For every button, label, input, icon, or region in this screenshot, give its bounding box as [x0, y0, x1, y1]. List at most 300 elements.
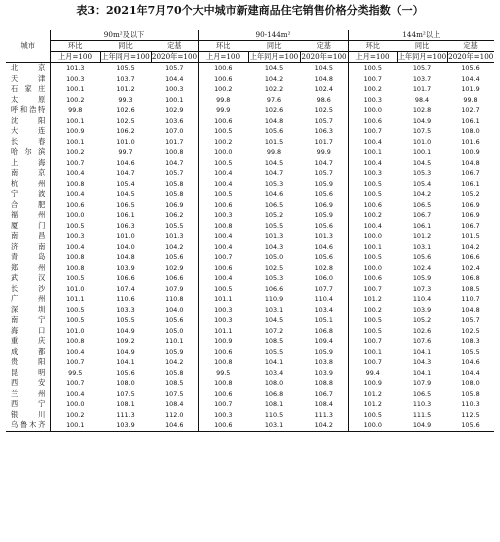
- index-value-cell: 108.4: [314, 400, 333, 408]
- index-value-cell: 104.9: [397, 420, 447, 431]
- index-value-cell: 105.5: [461, 347, 480, 356]
- index-value-cell: 102.6: [116, 106, 135, 114]
- index-value-cell: 104.2: [264, 74, 284, 83]
- index-value-cell: 108.8: [314, 379, 333, 387]
- base-header-yoy: 上年同月=100: [249, 52, 299, 61]
- index-value-cell: 100.6: [198, 389, 248, 400]
- table-row: [6, 305, 494, 316]
- index-value-cell: 106.7: [412, 211, 432, 219]
- index-value-cell: 100.6: [348, 273, 397, 284]
- index-value-cell: 108.5: [165, 379, 184, 387]
- index-value-cell: 105.7: [165, 64, 184, 72]
- index-value-cell: 99.9: [316, 148, 331, 156]
- index-value-cell: 100.7: [50, 158, 100, 169]
- city-name-cell: 深圳: [11, 304, 46, 314]
- index-value-cell: 105.8: [165, 190, 184, 198]
- table-row: [6, 399, 494, 410]
- table-row: [6, 84, 494, 95]
- index-value-cell: 105.2: [412, 316, 432, 324]
- base-header-mom: 上月=100: [198, 52, 248, 63]
- index-value-cell: 106.7: [461, 221, 480, 230]
- table-row: [6, 179, 494, 190]
- city-name-cell: 青岛: [11, 252, 46, 261]
- index-value-cell: 105.3: [264, 274, 284, 282]
- index-value-cell: 108.0: [461, 379, 480, 387]
- index-value-cell: 100.6: [348, 116, 397, 127]
- index-value-cell: 107.5: [165, 389, 184, 398]
- index-value-cell: 100.0: [348, 231, 397, 242]
- index-value-cell: 100.6: [198, 347, 248, 358]
- table-row: [6, 95, 494, 106]
- index-value-cell: 107.3: [412, 284, 432, 293]
- index-value-cell: 100.1: [50, 116, 100, 127]
- index-value-cell: 101.3: [165, 232, 184, 240]
- index-value-cell: 106.3: [314, 127, 333, 135]
- index-value-cell: 105.5: [116, 316, 135, 324]
- index-value-cell: 100.6: [50, 200, 100, 211]
- sub-header-mom: 环比: [50, 41, 100, 52]
- index-value-cell: 110.7: [461, 295, 480, 303]
- table-row: [6, 147, 494, 158]
- city-name-cell: 济南: [11, 241, 46, 251]
- index-value-cell: 100.2: [348, 210, 397, 221]
- index-value-cell: 102.7: [461, 106, 480, 114]
- index-value-cell: 100.3: [198, 410, 248, 421]
- table-row: [6, 273, 494, 284]
- table-row: [6, 410, 494, 421]
- index-value-cell: 100.6: [198, 200, 248, 211]
- index-value-cell: 101.0: [50, 284, 100, 295]
- index-value-cell: 106.1: [116, 211, 135, 219]
- index-value-cell: 100.7: [348, 336, 397, 347]
- index-value-cell: 103.9: [116, 263, 135, 272]
- index-value-cell: 111.5: [412, 410, 432, 419]
- index-value-cell: 100.5: [198, 126, 248, 137]
- index-value-cell: 103.9: [314, 368, 333, 377]
- index-value-cell: 100.3: [198, 315, 248, 326]
- city-name-cell: 哈尔滨: [11, 147, 46, 156]
- index-value-cell: 100.8: [198, 357, 248, 368]
- index-value-cell: 110.8: [165, 295, 184, 303]
- index-value-cell: 104.8: [116, 253, 135, 261]
- sub-header-base: 定基: [463, 41, 478, 50]
- index-value-cell: 99.8: [463, 95, 478, 104]
- index-value-cell: 102.9: [165, 263, 184, 272]
- index-value-cell: 106.9: [461, 200, 480, 209]
- index-value-cell: 100.1: [50, 420, 100, 431]
- base-header-mom: 上月=100: [50, 52, 100, 63]
- table-row: [6, 63, 494, 74]
- index-value-cell: 112.0: [165, 410, 184, 419]
- index-value-cell: 104.0: [165, 305, 184, 314]
- city-name-cell: 武汉: [11, 273, 46, 282]
- index-value-cell: 100.2: [50, 410, 100, 421]
- index-value-cell: 100.8: [50, 336, 100, 347]
- index-value-cell: 99.7: [118, 148, 133, 156]
- sub-header-mom: 环比: [198, 41, 248, 52]
- index-value-cell: 100.5: [50, 305, 100, 316]
- index-value-cell: 101.1: [50, 294, 100, 305]
- index-value-cell: 106.2: [116, 127, 135, 135]
- index-value-cell: 101.2: [348, 389, 397, 400]
- index-value-cell: 100.1: [165, 95, 184, 104]
- index-value-cell: 108.0: [264, 379, 284, 387]
- index-value-cell: 100.3: [50, 74, 100, 85]
- index-value-cell: 104.1: [412, 368, 432, 377]
- index-value-cell: 100.1: [348, 347, 397, 358]
- index-value-cell: 100.5: [198, 189, 248, 200]
- index-value-cell: 108.0: [461, 127, 480, 135]
- page-title: 表3：2021年7月70个大中城市新建商品住宅销售价格分类指数（一）: [76, 4, 424, 17]
- sub-header-mom: 环比: [348, 41, 397, 52]
- index-value-cell: 106.1: [412, 221, 432, 230]
- city-name-cell: 大连: [11, 126, 46, 135]
- index-value-cell: 107.6: [412, 337, 432, 345]
- city-name-cell: 南京: [11, 168, 46, 177]
- index-value-cell: 100.4: [198, 168, 248, 179]
- city-name-cell: 兰州: [11, 388, 46, 398]
- table-row: [6, 116, 494, 127]
- index-value-cell: 102.6: [264, 106, 284, 114]
- group-header-large: 144m²以上: [348, 30, 494, 41]
- table-row: [6, 326, 494, 337]
- city-name-cell: 乌鲁木齐: [6, 420, 50, 431]
- index-value-cell: 100.3: [198, 305, 248, 316]
- index-value-cell: 101.5: [264, 137, 284, 146]
- city-name-cell: 成都: [11, 346, 46, 356]
- sub-header-yoy: 同比: [118, 41, 133, 50]
- index-value-cell: 108.1: [264, 400, 284, 408]
- index-value-cell: 100.2: [348, 84, 397, 95]
- table-row: [6, 158, 494, 169]
- index-value-cell: 104.4: [165, 74, 184, 83]
- sub-header-base: 定基: [167, 41, 182, 50]
- index-value-cell: 104.3: [412, 358, 432, 366]
- sub-header-base: 定基: [316, 41, 331, 50]
- index-value-cell: 103.6: [165, 116, 184, 125]
- index-value-cell: 106.5: [264, 200, 284, 209]
- index-value-cell: 100.9: [198, 336, 248, 347]
- index-value-cell: 105.5: [116, 64, 135, 72]
- index-value-cell: 104.4: [461, 368, 480, 377]
- index-value-cell: 100.7: [50, 378, 100, 389]
- index-value-cell: 104.6: [116, 158, 135, 167]
- index-value-cell: 100.2: [198, 84, 248, 95]
- index-value-cell: 101.0: [50, 326, 100, 337]
- city-name-cell: 北京: [11, 63, 46, 72]
- index-value-cell: 100.8: [165, 148, 184, 156]
- index-value-cell: 100.2: [50, 95, 100, 106]
- index-value-cell: 104.5: [412, 158, 432, 167]
- index-value-cell: 106.8: [264, 389, 284, 398]
- index-value-cell: 99.8: [198, 95, 248, 106]
- index-value-cell: 105.6: [116, 368, 135, 377]
- index-value-cell: 100.6: [198, 263, 248, 274]
- index-value-cell: 102.5: [314, 106, 333, 114]
- table-row: [6, 294, 494, 305]
- index-value-cell: 106.6: [461, 253, 480, 261]
- index-value-cell: 100.5: [50, 273, 100, 284]
- index-value-cell: 105.6: [461, 64, 480, 72]
- city-name-cell: 广州: [11, 294, 46, 303]
- index-value-cell: 105.7: [314, 116, 333, 125]
- index-value-cell: 100.3: [348, 168, 397, 179]
- index-value-cell: 100.4: [198, 179, 248, 190]
- city-name-cell: 海口: [11, 325, 46, 335]
- index-value-cell: 104.5: [314, 64, 333, 72]
- index-value-cell: 103.3: [116, 305, 135, 314]
- index-value-cell: 100.4: [348, 221, 397, 232]
- index-value-cell: 101.0: [116, 232, 135, 240]
- city-name-cell: 厦门: [11, 220, 46, 230]
- index-value-cell: 106.3: [116, 221, 135, 230]
- city-name-cell: 太原: [11, 94, 46, 104]
- index-value-cell: 105.7: [412, 64, 432, 72]
- index-value-cell: 100.0: [348, 105, 397, 116]
- index-value-cell: 104.2: [412, 190, 432, 198]
- index-value-cell: 104.6: [151, 420, 198, 431]
- index-value-cell: 100.6: [198, 63, 248, 74]
- index-value-cell: 104.7: [314, 158, 333, 167]
- index-value-cell: 105.9: [314, 211, 333, 219]
- index-value-cell: 102.8: [314, 263, 333, 272]
- index-value-cell: 107.5: [412, 127, 432, 135]
- index-value-cell: 105.9: [412, 274, 432, 282]
- index-value-cell: 106.1: [461, 116, 480, 125]
- index-value-cell: 103.9: [100, 420, 151, 431]
- base-header-base: 2020年=100: [301, 52, 347, 61]
- index-value-cell: 105.5: [165, 221, 184, 230]
- index-value-cell: 101.1: [198, 326, 248, 337]
- table-row: [6, 210, 494, 221]
- table-row: [6, 252, 494, 263]
- group-header-medium: 90-144m²: [198, 30, 348, 41]
- base-header-base: 2020年=100: [448, 52, 494, 61]
- base-header-mom: 上月=100: [348, 52, 397, 63]
- city-name-cell: 福州: [11, 210, 46, 219]
- index-value-cell: 99.5: [198, 368, 248, 379]
- index-value-cell: 104.7: [165, 158, 184, 167]
- table-row: [6, 168, 494, 179]
- index-value-cell: 102.4: [461, 263, 480, 272]
- index-value-cell: 100.4: [198, 273, 248, 284]
- index-value-cell: 100.5: [348, 63, 397, 74]
- table-row: [6, 221, 494, 232]
- index-value-cell: 104.8: [461, 158, 480, 167]
- index-value-cell: 100.3: [198, 210, 248, 221]
- price-index-table: [6, 30, 494, 432]
- index-value-cell: 100.8: [198, 378, 248, 389]
- index-value-cell: 101.0: [116, 137, 135, 146]
- index-value-cell: 105.2: [264, 211, 284, 219]
- index-value-cell: 104.1: [116, 358, 135, 366]
- sub-header-yoy: 同比: [414, 41, 430, 50]
- index-value-cell: 105.6: [165, 316, 184, 324]
- index-value-cell: 101.9: [461, 85, 480, 93]
- index-value-cell: 108.1: [116, 400, 135, 408]
- index-value-cell: 106.1: [461, 179, 480, 188]
- index-value-cell: 104.4: [461, 74, 480, 83]
- index-value-cell: 105.2: [461, 190, 480, 198]
- index-value-cell: 100.5: [348, 326, 397, 337]
- index-value-cell: 110.4: [314, 295, 333, 303]
- index-value-cell: 107.9: [165, 284, 184, 293]
- index-value-cell: 108.3: [461, 337, 480, 345]
- index-value-cell: 106.9: [314, 200, 333, 209]
- index-value-cell: 106.8: [314, 326, 333, 335]
- city-name-cell: 银川: [11, 409, 46, 419]
- index-value-cell: 100.5: [348, 410, 397, 421]
- index-value-cell: 100.8: [50, 179, 100, 190]
- index-value-cell: 99.5: [50, 368, 100, 379]
- table-row: [6, 74, 494, 85]
- city-name-cell: 天津: [11, 73, 46, 83]
- city-name-cell: 宁波: [11, 189, 46, 198]
- base-header-yoy: 上年同月=100: [397, 52, 447, 61]
- index-value-cell: 102.2: [264, 85, 284, 93]
- index-value-cell: 107.7: [314, 284, 333, 293]
- city-name-cell: 昆明: [11, 367, 46, 377]
- index-value-cell: 100.2: [198, 137, 248, 148]
- index-value-cell: 105.8: [165, 179, 184, 188]
- index-value-cell: 104.5: [264, 64, 284, 72]
- city-name-cell: 沈阳: [11, 115, 46, 125]
- index-value-cell: 105.9: [314, 347, 333, 356]
- table-row: [6, 105, 494, 116]
- table-row: [6, 420, 494, 431]
- index-value-cell: 100.4: [50, 242, 100, 253]
- index-value-cell: 99.3: [118, 95, 133, 104]
- index-value-cell: 101.7: [314, 137, 333, 146]
- table-row: [6, 347, 494, 358]
- index-value-cell: 110.3: [461, 400, 480, 408]
- index-value-cell: 100.8: [50, 252, 100, 263]
- city-name-cell: 贵阳: [11, 357, 46, 366]
- index-value-cell: 104.8: [264, 116, 284, 125]
- index-value-cell: 102.4: [314, 85, 333, 93]
- table-row: [6, 231, 494, 242]
- city-name-cell: 石家庄: [11, 84, 46, 93]
- index-value-cell: 100.4: [348, 158, 397, 169]
- index-value-cell: 104.8: [461, 305, 480, 314]
- index-value-cell: 101.2: [348, 399, 397, 410]
- index-value-cell: 100.9: [348, 378, 397, 389]
- index-value-cell: 104.1: [412, 347, 432, 356]
- index-value-cell: 103.1: [412, 242, 432, 251]
- index-value-cell: 104.6: [264, 190, 284, 198]
- city-name-cell: 南宁: [11, 315, 46, 324]
- index-value-cell: 100.2: [348, 305, 397, 316]
- table-row: [6, 137, 494, 148]
- index-value-cell: 109.4: [314, 337, 333, 345]
- table-row: [6, 389, 494, 400]
- table-row: [6, 284, 494, 295]
- index-value-cell: 100.0: [198, 147, 248, 158]
- index-value-cell: 104.5: [116, 190, 135, 198]
- index-value-cell: 100.3: [165, 85, 184, 93]
- index-value-cell: 100.1: [348, 147, 397, 158]
- index-value-cell: 110.9: [264, 295, 284, 303]
- index-value-cell: 100.5: [348, 315, 397, 326]
- index-value-cell: 111.3: [116, 410, 135, 419]
- index-value-cell: 100.6: [348, 200, 397, 211]
- city-name-cell: 上海: [11, 157, 46, 167]
- index-value-cell: 99.8: [50, 105, 100, 116]
- index-value-cell: 104.8: [314, 74, 333, 83]
- index-value-cell: 100.8: [198, 221, 248, 232]
- table-body: [6, 63, 494, 432]
- index-value-cell: 106.7: [314, 389, 333, 398]
- index-value-cell: 101.3: [264, 232, 284, 240]
- index-value-cell: 105.7: [314, 169, 333, 177]
- index-value-cell: 105.0: [264, 253, 284, 261]
- index-value-cell: 107.2: [264, 326, 284, 335]
- index-value-cell: 104.6: [314, 242, 333, 251]
- index-value-cell: 106.0: [314, 274, 333, 282]
- table-row: [6, 378, 494, 389]
- index-value-cell: 110.4: [412, 295, 432, 303]
- index-value-cell: 101.3: [50, 63, 100, 74]
- index-value-cell: 105.8: [165, 368, 184, 377]
- index-value-cell: 103.7: [412, 74, 432, 83]
- index-value-cell: 100.7: [198, 399, 248, 410]
- index-value-cell: 104.7: [264, 169, 284, 177]
- index-value-cell: 101.1: [198, 294, 248, 305]
- index-value-cell: 100.1: [348, 242, 397, 253]
- index-value-cell: 106.6: [264, 284, 284, 293]
- index-value-cell: 106.7: [461, 169, 480, 177]
- index-value-cell: 107.9: [412, 379, 432, 387]
- index-value-cell: 105.7: [461, 316, 480, 324]
- index-value-cell: 105.4: [116, 179, 135, 188]
- index-value-cell: 98.4: [414, 95, 430, 104]
- index-value-cell: 103.1: [264, 305, 284, 314]
- index-value-cell: 110.3: [412, 400, 432, 408]
- index-value-cell: 105.6: [314, 190, 333, 198]
- index-value-cell: 111.3: [314, 410, 333, 419]
- index-value-cell: 99.8: [266, 148, 282, 156]
- index-value-cell: 101.6: [461, 137, 480, 146]
- index-value-cell: 100.1: [50, 137, 100, 148]
- index-value-cell: 104.6: [461, 358, 480, 366]
- index-value-cell: 108.0: [116, 379, 135, 387]
- index-value-cell: 104.1: [264, 358, 284, 366]
- city-name-cell: 南昌: [11, 231, 46, 240]
- index-value-cell: 100.0: [50, 399, 100, 410]
- index-value-cell: 106.8: [461, 274, 480, 282]
- index-value-cell: 105.0: [165, 326, 184, 335]
- index-value-cell: 100.3: [348, 95, 397, 106]
- sub-header-yoy: 同比: [266, 41, 282, 50]
- index-value-cell: 104.5: [264, 316, 284, 324]
- index-value-cell: 100.6: [198, 74, 248, 85]
- index-value-cell: 104.0: [116, 242, 135, 251]
- city-name-cell: 西宁: [11, 399, 46, 408]
- index-value-cell: 105.9: [314, 179, 333, 188]
- index-value-cell: 105.3: [412, 169, 432, 177]
- index-value-cell: 100.3: [50, 231, 100, 242]
- table-row: [6, 368, 494, 379]
- index-value-cell: 102.4: [412, 263, 432, 272]
- index-value-cell: 104.9: [412, 116, 432, 125]
- index-value-cell: 101.7: [412, 85, 432, 93]
- index-value-cell: 100.4: [198, 231, 248, 242]
- index-value-cell: 104.2: [165, 242, 184, 251]
- index-value-cell: 104.9: [116, 347, 135, 356]
- index-value-cell: 100.0: [348, 420, 397, 431]
- index-value-cell: 107.5: [116, 389, 135, 398]
- index-value-cell: 108.5: [264, 337, 284, 345]
